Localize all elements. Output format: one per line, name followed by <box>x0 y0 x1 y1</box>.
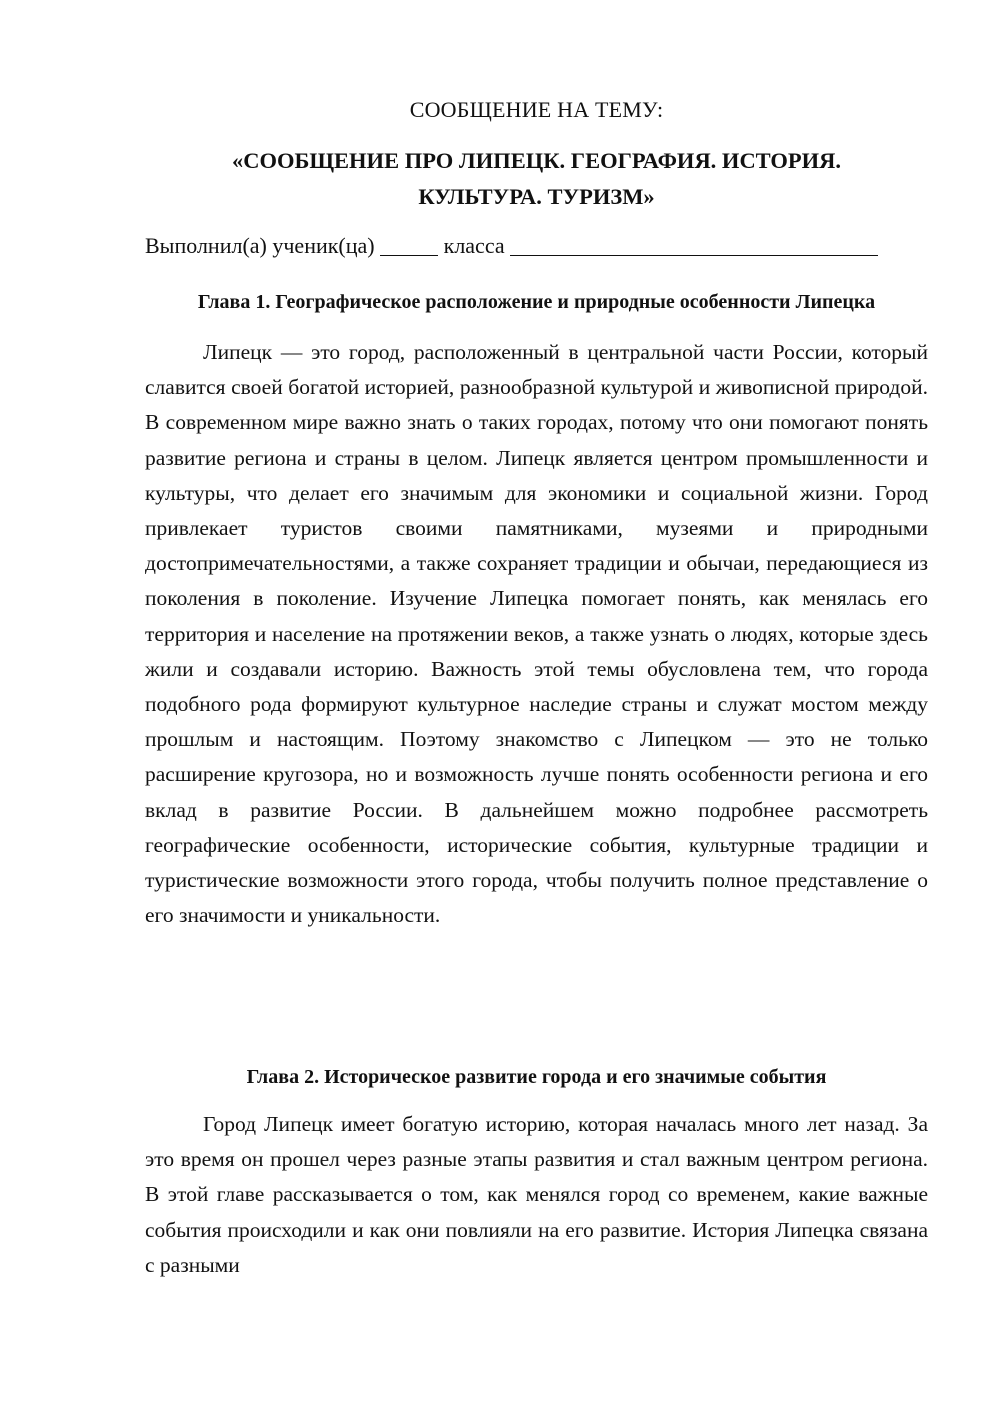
class-number-blank <box>380 233 438 256</box>
chapter-2-heading: Глава 2. Историческое развитие города и его значимые события <box>246 1066 827 1088</box>
document-title-line-1: «СООБЩЕНИЕ ПРО ЛИПЕЦК. ГЕОГРАФИЯ. ИСТОРИЯ. <box>231 148 842 173</box>
author-class-word: класса <box>443 233 505 258</box>
chapter-2-paragraph: Город Липецк имеет богатую историю, которая началась много лет назад. За это время он прошел через разные этапы развития и стал важным центром региона. В этой главе рассказывается о том, как менялся город со временем, какие важные события происходили и как они повлияли на его развитие. История Липецка связана с разными <box>145 1112 928 1277</box>
chapter-1-paragraph: Липецк — это город, расположенный в центральной части России, который славится своей богатой историей, разнообразной культурой и живописной природой. В современном мире важно знать о таких городах, потому что они помогают понять развитие региона и страны в целом. Липецк является центром промышленности и культуры, что делает его значимым для экономики и социальной жизни. Город привлекает туристов своими памятниками, музеями и природными достопримечательностями, а также сохраняет традиции и обычаи, передающиеся из поколения в поколение. Изучение Липецка помогает понять, как менялась его территория и население на протяжении веков, а также узнать о людях, которые здесь жили и создавали историю. Важность этой темы обусловлена тем, что города подобного рода формируют культурное наследие страны и служат мостом между прошлым и настоящим. Поэтому знакомство с Липецком — это не только расширение кругозора, но и возможность лучше понять особенности региона и его вклад в развитие России. В дальнейшем можно подробнее рассмотреть географические особенности, исторические события, культурные традиции и туристические возможности этого города, чтобы получить полное представление о его значимости и уникальности. <box>145 340 928 928</box>
document-kicker: СООБЩЕНИЕ НА ТЕМУ: <box>409 97 664 122</box>
author-prefix: Выполнил(а) ученик(ца) <box>145 233 375 258</box>
chapter-1-heading: Глава 1. Географическое расположение и природные особенности Липецка <box>197 291 876 313</box>
author-line <box>145 230 928 262</box>
document-title <box>145 143 928 215</box>
document-title-line-2: КУЛЬТУРА. ТУРИЗМ» <box>418 184 655 209</box>
author-name-blank <box>510 233 878 256</box>
document-page <box>145 0 928 1414</box>
